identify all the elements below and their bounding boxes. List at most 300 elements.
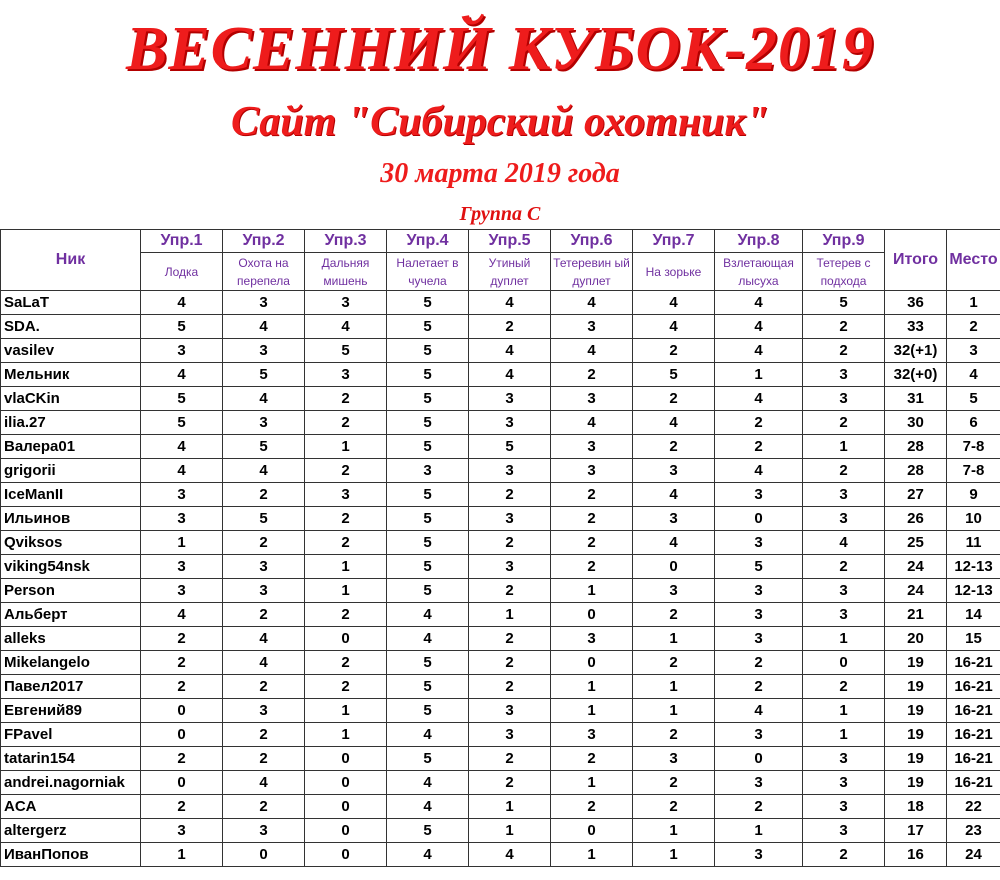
score-cell: 4 [223,627,305,651]
score-cell: 3 [223,555,305,579]
score-cell: 1 [551,699,633,723]
table-row [1,843,1000,867]
score-cell: 4 [141,603,223,627]
total-cell: 36 [885,291,947,315]
table-row [1,411,1000,435]
score-cell: 2 [141,675,223,699]
score-cell: 4 [387,771,469,795]
score-cell: 4 [223,315,305,339]
score-cell: 3 [803,771,885,795]
total-cell: 27 [885,483,947,507]
table-row [1,507,1000,531]
score-cell: 4 [141,435,223,459]
table-row [1,435,1000,459]
score-cell: 5 [223,435,305,459]
score-cell: 1 [551,771,633,795]
participant-nick: Альберт [1,603,141,627]
score-cell: 1 [469,603,551,627]
score-cell: 3 [469,699,551,723]
score-cell: 3 [715,483,803,507]
table-row [1,531,1000,555]
score-cell: 4 [469,363,551,387]
score-cell: 3 [469,459,551,483]
participant-nick: Mikelangelo [1,651,141,675]
score-cell: 2 [223,675,305,699]
table-row [1,603,1000,627]
total-cell: 32(+0) [885,363,947,387]
score-cell: 3 [803,747,885,771]
participant-nick: grigorii [1,459,141,483]
place-cell: 2 [947,315,1000,339]
score-cell: 4 [715,459,803,483]
score-cell: 1 [633,699,715,723]
score-cell: 1 [551,843,633,867]
score-cell: 2 [715,651,803,675]
score-cell: 3 [715,771,803,795]
score-cell: 3 [551,315,633,339]
score-cell: 5 [141,411,223,435]
participant-nick: tatarin154 [1,747,141,771]
score-cell: 4 [141,363,223,387]
exercise-header: Упр.7 [633,230,715,253]
table-row [1,483,1000,507]
score-cell: 3 [715,603,803,627]
participant-nick: Qviksos [1,531,141,555]
total-cell: 19 [885,699,947,723]
score-cell: 3 [803,579,885,603]
score-cell: 0 [715,507,803,531]
score-cell: 1 [305,579,387,603]
place-cell: 16-21 [947,723,1000,747]
score-cell: 3 [223,579,305,603]
score-cell: 0 [305,795,387,819]
table-row [1,459,1000,483]
exercise-description: Лодка [141,253,223,291]
score-cell: 5 [223,363,305,387]
score-cell: 3 [633,747,715,771]
score-cell: 2 [141,627,223,651]
exercise-header: Упр.8 [715,230,803,253]
total-cell: 19 [885,723,947,747]
score-cell: 2 [469,675,551,699]
score-cell: 5 [387,315,469,339]
score-cell: 4 [633,483,715,507]
participant-nick: Мельник [1,363,141,387]
score-cell: 3 [305,363,387,387]
score-cell: 2 [305,459,387,483]
exercise-header: Упр.4 [387,230,469,253]
score-cell: 5 [387,699,469,723]
score-cell: 2 [141,651,223,675]
score-cell: 3 [551,387,633,411]
score-cell: 4 [633,315,715,339]
score-cell: 2 [305,411,387,435]
table-row [1,699,1000,723]
table-row [1,723,1000,747]
score-cell: 3 [715,627,803,651]
total-cell: 28 [885,435,947,459]
total-cell: 20 [885,627,947,651]
score-cell: 3 [223,339,305,363]
score-cell: 3 [387,459,469,483]
results-table [0,229,1000,867]
score-cell: 4 [387,603,469,627]
total-cell: 16 [885,843,947,867]
score-cell: 4 [387,795,469,819]
score-cell: 4 [223,651,305,675]
participant-nick: FPavel [1,723,141,747]
score-cell: 3 [803,507,885,531]
score-cell: 2 [803,315,885,339]
score-cell: 4 [305,315,387,339]
score-cell: 3 [141,507,223,531]
score-cell: 1 [715,819,803,843]
table-header [1,230,1000,291]
score-cell: 1 [305,699,387,723]
score-cell: 2 [803,339,885,363]
score-cell: 1 [141,531,223,555]
score-cell: 2 [223,531,305,555]
score-cell: 2 [223,723,305,747]
score-cell: 3 [803,483,885,507]
score-cell: 2 [633,387,715,411]
table-row [1,315,1000,339]
score-cell: 2 [633,435,715,459]
total-cell: 21 [885,603,947,627]
score-cell: 5 [387,675,469,699]
place-cell: 6 [947,411,1000,435]
place-cell: 10 [947,507,1000,531]
participant-nick: alleks [1,627,141,651]
score-cell: 3 [141,819,223,843]
total-cell: 17 [885,819,947,843]
score-cell: 3 [633,459,715,483]
total-cell: 24 [885,579,947,603]
score-cell: 3 [141,579,223,603]
score-cell: 3 [469,723,551,747]
participant-nick: Person [1,579,141,603]
score-cell: 5 [803,291,885,315]
participant-nick: ACA [1,795,141,819]
exercise-description: Дальняя мишень [305,253,387,291]
score-cell: 3 [803,387,885,411]
participant-nick: SaLaT [1,291,141,315]
score-cell: 3 [715,723,803,747]
score-cell: 3 [715,843,803,867]
score-cell: 2 [633,723,715,747]
score-cell: 3 [551,627,633,651]
score-cell: 4 [715,699,803,723]
score-cell: 3 [223,411,305,435]
score-cell: 4 [715,315,803,339]
table-row [1,771,1000,795]
page-title: ВЕСЕННИЙ КУБОК-2019 [125,15,875,83]
score-cell: 1 [803,723,885,747]
score-cell: 2 [803,675,885,699]
score-cell: 3 [141,555,223,579]
score-cell: 2 [469,531,551,555]
table-row [1,387,1000,411]
place-header: Место [947,230,1000,291]
table-row [1,627,1000,651]
table-row [1,651,1000,675]
score-cell: 4 [223,387,305,411]
total-cell: 28 [885,459,947,483]
participant-nick: ilia.27 [1,411,141,435]
place-cell: 16-21 [947,699,1000,723]
score-cell: 5 [387,507,469,531]
participant-nick: viking54nsk [1,555,141,579]
score-cell: 4 [551,291,633,315]
total-cell: 26 [885,507,947,531]
score-cell: 5 [387,291,469,315]
score-cell: 0 [223,843,305,867]
score-cell: 2 [551,795,633,819]
exercise-description: Тетерев с подхода [803,253,885,291]
score-cell: 2 [223,483,305,507]
score-cell: 1 [803,627,885,651]
total-cell: 19 [885,771,947,795]
score-cell: 1 [305,435,387,459]
score-cell: 5 [715,555,803,579]
score-cell: 3 [305,483,387,507]
score-cell: 3 [469,555,551,579]
score-cell: 0 [305,843,387,867]
score-cell: 2 [715,435,803,459]
table-row [1,747,1000,771]
score-cell: 2 [469,315,551,339]
score-cell: 3 [803,819,885,843]
exercise-description: На зорьке [633,253,715,291]
place-cell: 23 [947,819,1000,843]
exercise-header: Упр.9 [803,230,885,253]
score-cell: 3 [715,531,803,555]
score-cell: 4 [223,771,305,795]
score-cell: 3 [223,699,305,723]
score-cell: 0 [305,747,387,771]
total-header: Итого [885,230,947,291]
score-cell: 2 [305,675,387,699]
score-cell: 2 [633,795,715,819]
score-cell: 5 [469,435,551,459]
score-cell: 0 [551,651,633,675]
score-cell: 1 [715,363,803,387]
score-cell: 0 [551,603,633,627]
score-cell: 5 [387,579,469,603]
score-cell: 3 [305,291,387,315]
place-cell: 7-8 [947,459,1000,483]
table-row [1,555,1000,579]
total-cell: 18 [885,795,947,819]
score-cell: 2 [141,795,223,819]
score-cell: 1 [633,843,715,867]
score-cell: 0 [633,555,715,579]
score-cell: 0 [715,747,803,771]
score-cell: 2 [469,483,551,507]
score-cell: 5 [387,747,469,771]
place-cell: 9 [947,483,1000,507]
score-cell: 2 [715,675,803,699]
exercise-description: Тетеревин ый дуплет [551,253,633,291]
score-cell: 3 [715,579,803,603]
score-cell: 1 [469,795,551,819]
total-cell: 24 [885,555,947,579]
total-cell: 32(+1) [885,339,947,363]
score-cell: 5 [387,651,469,675]
score-cell: 3 [633,507,715,531]
score-cell: 1 [633,627,715,651]
score-cell: 1 [803,699,885,723]
participant-nick: SDA. [1,315,141,339]
place-cell: 24 [947,843,1000,867]
nick-header: Ник [1,230,141,291]
score-cell: 2 [223,747,305,771]
score-cell: 0 [305,627,387,651]
score-cell: 2 [469,579,551,603]
score-cell: 5 [633,363,715,387]
score-cell: 4 [715,339,803,363]
score-cell: 2 [633,339,715,363]
score-cell: 4 [223,459,305,483]
score-cell: 4 [387,843,469,867]
score-cell: 1 [633,819,715,843]
score-cell: 1 [803,435,885,459]
score-cell: 2 [633,771,715,795]
score-cell: 4 [469,843,551,867]
score-cell: 2 [803,459,885,483]
place-cell: 3 [947,339,1000,363]
place-cell: 16-21 [947,747,1000,771]
total-cell: 33 [885,315,947,339]
site-subtitle: Сайт "Сибирский охотник" [230,99,770,145]
total-cell: 31 [885,387,947,411]
place-cell: 16-21 [947,651,1000,675]
score-cell: 3 [223,819,305,843]
score-cell: 2 [551,363,633,387]
table-row [1,291,1000,315]
score-cell: 0 [305,771,387,795]
score-cell: 4 [469,291,551,315]
score-cell: 4 [141,291,223,315]
place-cell: 12-13 [947,579,1000,603]
score-cell: 2 [803,843,885,867]
exercise-description: Охота на перепела [223,253,305,291]
place-cell: 11 [947,531,1000,555]
score-cell: 4 [633,411,715,435]
score-cell: 2 [633,603,715,627]
score-cell: 4 [633,531,715,555]
score-cell: 1 [305,723,387,747]
score-cell: 2 [551,507,633,531]
score-cell: 5 [387,555,469,579]
score-cell: 2 [551,531,633,555]
participant-nick: andrei.nagorniak [1,771,141,795]
participant-nick: altergerz [1,819,141,843]
score-cell: 2 [141,747,223,771]
total-cell: 19 [885,747,947,771]
score-cell: 1 [469,819,551,843]
place-cell: 15 [947,627,1000,651]
score-cell: 2 [633,651,715,675]
score-cell: 5 [387,531,469,555]
score-cell: 3 [469,411,551,435]
place-cell: 16-21 [947,771,1000,795]
group-label: Группа С [459,203,541,225]
score-cell: 4 [141,459,223,483]
score-cell: 4 [387,723,469,747]
score-cell: 0 [551,819,633,843]
score-cell: 2 [803,555,885,579]
score-cell: 0 [803,651,885,675]
participant-nick: ИванПопов [1,843,141,867]
table-row [1,819,1000,843]
score-cell: 5 [305,339,387,363]
exercise-header: Упр.6 [551,230,633,253]
table-body [1,291,1000,867]
score-cell: 5 [223,507,305,531]
exercise-description: Взлетающая лысуха [715,253,803,291]
score-cell: 4 [633,291,715,315]
table-row [1,579,1000,603]
score-cell: 3 [803,603,885,627]
score-cell: 3 [469,387,551,411]
score-cell: 2 [469,651,551,675]
score-cell: 5 [387,387,469,411]
place-cell: 16-21 [947,675,1000,699]
event-date: 30 марта 2019 года [380,158,620,189]
score-cell: 3 [141,339,223,363]
participant-nick: vasilev [1,339,141,363]
score-cell: 5 [141,315,223,339]
participant-nick: vlaCKin [1,387,141,411]
participant-nick: Павел2017 [1,675,141,699]
score-cell: 5 [387,363,469,387]
total-cell: 19 [885,651,947,675]
score-cell: 4 [803,531,885,555]
score-cell: 2 [803,411,885,435]
table-row [1,675,1000,699]
score-cell: 4 [551,339,633,363]
place-cell: 5 [947,387,1000,411]
score-cell: 0 [141,699,223,723]
score-cell: 1 [551,675,633,699]
score-cell: 4 [551,411,633,435]
score-cell: 3 [803,795,885,819]
score-cell: 2 [305,507,387,531]
score-cell: 5 [387,411,469,435]
score-cell: 2 [551,747,633,771]
score-cell: 0 [305,819,387,843]
total-cell: 19 [885,675,947,699]
participant-nick: Евгений89 [1,699,141,723]
score-cell: 3 [551,459,633,483]
score-cell: 2 [305,651,387,675]
place-cell: 12-13 [947,555,1000,579]
score-cell: 3 [223,291,305,315]
table-row [1,795,1000,819]
score-cell: 1 [141,843,223,867]
score-cell: 2 [551,555,633,579]
exercise-header: Упр.2 [223,230,305,253]
place-cell: 14 [947,603,1000,627]
place-cell: 7-8 [947,435,1000,459]
score-cell: 5 [387,339,469,363]
score-cell: 2 [305,387,387,411]
score-cell: 3 [551,723,633,747]
score-cell: 2 [469,627,551,651]
score-cell: 5 [387,483,469,507]
score-cell: 2 [469,771,551,795]
